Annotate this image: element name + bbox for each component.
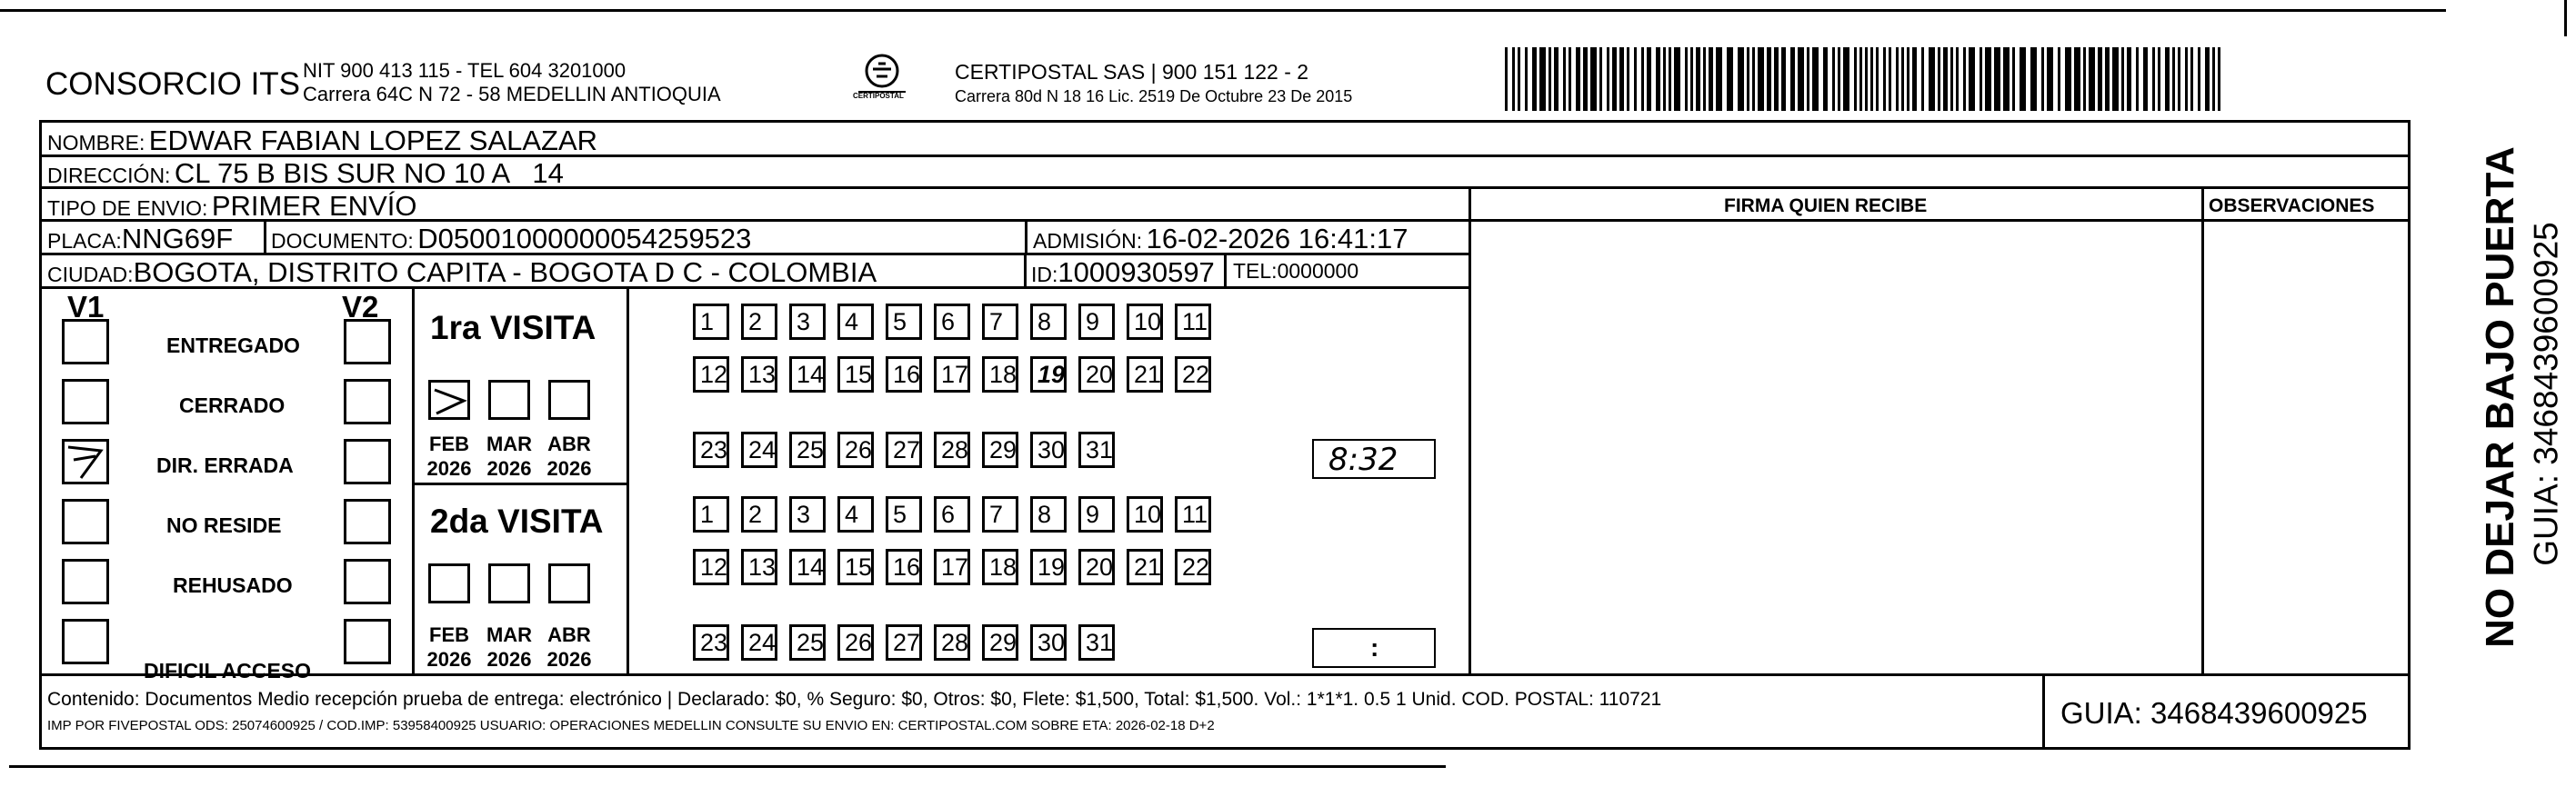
- day-box[interactable]: 19: [1030, 549, 1067, 585]
- day-box[interactable]: 13: [741, 549, 777, 585]
- barcode-bar: [1738, 47, 1744, 111]
- barcode-bar: [1889, 47, 1891, 111]
- tel-label: TEL:: [1233, 259, 1278, 283]
- placa-value: NNG69F: [121, 223, 234, 254]
- footer-guia: GUIA: 3468439600925: [2060, 696, 2368, 730]
- barcode-bar: [1912, 47, 1917, 111]
- second-time-separator: :: [1370, 633, 1379, 662]
- bottom-border: [9, 765, 1446, 768]
- id-label: ID:: [1031, 263, 1058, 286]
- barcode-bar: [2030, 47, 2037, 111]
- barcode-bar: [1812, 47, 1819, 111]
- barcode-bar: [1539, 47, 1546, 111]
- day-box[interactable]: 19: [1030, 356, 1067, 393]
- barcode-bar: [2136, 47, 2139, 111]
- side-panel: [2419, 145, 2565, 654]
- status-label: DIR. ERRADA: [156, 453, 294, 477]
- barcode-bar: [1929, 47, 1935, 111]
- day-box[interactable]: 8: [1030, 496, 1067, 533]
- barcode-bar: [2083, 47, 2086, 111]
- month-name: FEB: [429, 433, 469, 455]
- v2-checkbox[interactable]: [344, 439, 391, 484]
- main-form: [39, 120, 2411, 750]
- barcode-bar: [2218, 47, 2220, 111]
- barcode-bar: [1854, 47, 1857, 111]
- month-year: 2026: [486, 648, 532, 671]
- day-box[interactable]: 4: [837, 304, 874, 340]
- day-box[interactable]: 14: [789, 356, 826, 393]
- barcode: [1505, 47, 2223, 111]
- barcode-bar: [1901, 47, 1904, 111]
- first-time-box[interactable]: [1312, 439, 1436, 479]
- barcode-bar: [2178, 47, 2180, 111]
- day-box[interactable]: 7: [982, 304, 1018, 340]
- barcode-bar: [2047, 47, 2053, 111]
- barcode-bar: [1907, 47, 1909, 111]
- month-label: [482, 432, 536, 481]
- barcode-bar: [2020, 47, 2026, 111]
- documento-value: D05001000000054259523: [417, 223, 752, 254]
- barcode-bar: [1790, 47, 1795, 111]
- day-box[interactable]: 14: [789, 549, 826, 585]
- day-box[interactable]: 29: [982, 624, 1018, 661]
- barcode-bar: [1512, 47, 1515, 111]
- barcode-bar: [2190, 47, 2193, 111]
- v2-checkbox[interactable]: [344, 379, 391, 424]
- day-box[interactable]: 3: [789, 304, 826, 340]
- day-box[interactable]: 27: [886, 624, 922, 661]
- day-box[interactable]: 6: [934, 496, 970, 533]
- v2-checkbox[interactable]: [344, 559, 391, 604]
- ciudad-label: CIUDAD:: [47, 263, 134, 286]
- barcode-bar: [2105, 47, 2110, 111]
- first-visit-label: 1ra VISITA: [430, 309, 596, 346]
- day-box[interactable]: 24: [741, 432, 777, 468]
- barcode-bar: [2127, 47, 2131, 111]
- barcode-bar: [1505, 47, 1508, 111]
- day-box[interactable]: 18: [982, 549, 1018, 585]
- barcode-bar: [1921, 47, 1924, 111]
- second-visit-label: 2da VISITA: [430, 503, 604, 540]
- observaciones-label: OBSERVACIONES: [2209, 195, 2375, 216]
- day-box[interactable]: 27: [886, 432, 922, 468]
- day-box[interactable]: 7: [982, 496, 1018, 533]
- day-box[interactable]: 28: [934, 624, 970, 661]
- logo-text: CERTIPOSTAL: [853, 92, 904, 100]
- barcode-bar: [2205, 47, 2210, 111]
- barcode-bar: [1758, 47, 1764, 111]
- carrier-line-2: Carrera 80d N 18 16 Lic. 2519 De Octubre 23 De 2015: [955, 87, 1353, 105]
- day-box[interactable]: 11: [1175, 496, 1211, 533]
- barcode-bar: [1656, 47, 1660, 111]
- day-box[interactable]: 26: [837, 432, 874, 468]
- barcode-graphic: [1505, 47, 2223, 111]
- v2-label: V2: [342, 290, 379, 324]
- day-box[interactable]: 30: [1030, 432, 1067, 468]
- barcode-bar: [1634, 47, 1637, 111]
- barcode-bar: [1518, 47, 1520, 111]
- side-guia: GUIA: 3468439600925: [2527, 222, 2565, 566]
- v1-checkbox[interactable]: [62, 559, 109, 604]
- month-checkbox[interactable]: [488, 563, 530, 603]
- direccion-value: CL 75 B BIS SUR NO 10 A 14: [174, 157, 564, 189]
- day-box[interactable]: 24: [741, 624, 777, 661]
- barcode-bar: [1823, 47, 1828, 111]
- day-box[interactable]: 18: [982, 356, 1018, 393]
- barcode-bar: [1647, 47, 1651, 111]
- top-border: [0, 9, 2446, 12]
- barcode-bar: [1663, 47, 1666, 111]
- barcode-bar: [1994, 47, 2000, 111]
- barcode-bar: [2112, 47, 2119, 111]
- day-box[interactable]: 17: [934, 356, 970, 393]
- day-box[interactable]: 20: [1078, 549, 1115, 585]
- day-box[interactable]: 8: [1030, 304, 1067, 340]
- month-label: [482, 623, 536, 672]
- v1-checkbox[interactable]: [62, 379, 109, 424]
- day-box[interactable]: 21: [1127, 356, 1163, 393]
- documento-label: DOCUMENTO:: [271, 229, 414, 253]
- barcode-bar: [2158, 47, 2160, 111]
- barcode-bar: [1599, 47, 1602, 111]
- status-label: DIFICIL ACCESO: [144, 659, 312, 682]
- month-checkbox[interactable]: [548, 563, 590, 603]
- barcode-bar: [1747, 47, 1749, 111]
- month-year: 2026: [546, 457, 592, 480]
- second-time-box[interactable]: [1312, 628, 1436, 668]
- barcode-bar: [1807, 47, 1809, 111]
- month-name: ABR: [547, 623, 591, 646]
- day-box[interactable]: 30: [1030, 624, 1067, 661]
- barcode-bar: [1569, 47, 1571, 111]
- day-box[interactable]: 15: [837, 356, 874, 393]
- first-time-handwritten: 8:32: [1328, 442, 1398, 478]
- barcode-bar: [1554, 47, 1559, 111]
- admision-label: ADMISIÓN:: [1033, 229, 1143, 253]
- day-box[interactable]: 10: [1127, 496, 1163, 533]
- barcode-bar: [1832, 47, 1835, 111]
- v1-checkbox[interactable]: [62, 439, 109, 484]
- barcode-bar: [1690, 47, 1693, 111]
- barcode-bar: [1980, 47, 1982, 111]
- barcode-bar: [1843, 47, 1849, 111]
- footer-imp: IMP POR FIVEPOSTAL ODS: 25074600925 / COD.IMP: 53958400925 USUARIO: OPERACIONES MEDELLIN CONSULTE SU ENVIO EN: CERTIPOSTAL.COM SOBRE ETA: 2026-02-18 D+2: [47, 718, 1215, 733]
- footer-contenido: Contenido: Documentos Medio recepción prueba de entrega: electrónico | Declarado: $0, % Seguro: $0, Otros: $0, Flete: $1,500, Total: $1,500. Vol.: 1*1*1. 0.5 1 Unid. COD. POSTAL: 110721: [47, 689, 1662, 710]
- day-box[interactable]: 28: [934, 432, 970, 468]
- barcode-bar: [2185, 47, 2188, 111]
- id-value: 1000930597: [1057, 256, 1215, 288]
- barcode-bar: [1883, 47, 1886, 111]
- barcode-bar: [1716, 47, 1722, 111]
- barcode-bar: [1563, 47, 1566, 111]
- day-box[interactable]: 4: [837, 496, 874, 533]
- day-box[interactable]: 2: [741, 496, 777, 533]
- barcode-bar: [1727, 47, 1733, 111]
- check-mark-icon: [431, 383, 467, 417]
- day-box[interactable]: 25: [789, 432, 826, 468]
- carrier-line-1: CERTIPOSTAL SAS | 900 151 122 - 2: [955, 60, 1309, 84]
- company-line-1: NIT 900 413 115 - TEL 604 3201000: [303, 59, 626, 82]
- month-checkbox[interactable]: [428, 563, 470, 603]
- barcode-bar: [1956, 47, 1959, 111]
- firma-label: FIRMA QUIEN RECIBE: [1724, 195, 1928, 216]
- barcode-bar: [1767, 47, 1771, 111]
- v2-checkbox[interactable]: [344, 499, 391, 544]
- nombre-label: NOMBRE:: [47, 131, 145, 154]
- barcode-bar: [1669, 47, 1671, 111]
- day-box[interactable]: 11: [1175, 304, 1211, 340]
- month-checkbox[interactable]: [488, 380, 530, 420]
- barcode-bar: [1938, 47, 1940, 111]
- barcode-bar: [1969, 47, 1975, 111]
- month-name: MAR: [486, 433, 533, 455]
- company-name: CONSORCIO ITS: [45, 66, 301, 102]
- barcode-bar: [1876, 47, 1879, 111]
- day-box[interactable]: 31: [1078, 432, 1115, 468]
- status-label: NO RESIDE: [166, 513, 282, 537]
- barcode-bar: [1641, 47, 1644, 111]
- direccion-label: DIRECCIÓN:: [47, 164, 171, 187]
- barcode-bar: [1963, 47, 1966, 111]
- day-box[interactable]: 17: [934, 549, 970, 585]
- nombre-value: EDWAR FABIAN LOPEZ SALAZAR: [148, 125, 598, 156]
- month-label: [422, 432, 476, 481]
- day-box[interactable]: 16: [886, 549, 922, 585]
- day-box[interactable]: 26: [837, 624, 874, 661]
- day-box[interactable]: 12: [693, 549, 729, 585]
- day-box[interactable]: 25: [789, 624, 826, 661]
- month-year: 2026: [546, 648, 592, 671]
- barcode-bar: [1612, 47, 1617, 111]
- barcode-bar: [1685, 47, 1688, 111]
- barcode-bar: [2165, 47, 2170, 111]
- v1-label: V1: [67, 290, 105, 324]
- month-year: 2026: [426, 648, 472, 671]
- barcode-bar: [1859, 47, 1862, 111]
- day-box[interactable]: 9: [1078, 496, 1115, 533]
- barcode-bar: [2074, 47, 2080, 111]
- barcode-bar: [2143, 47, 2148, 111]
- v1-checkbox[interactable]: [62, 319, 109, 364]
- barcode-bar: [1752, 47, 1755, 111]
- day-box[interactable]: 12: [693, 356, 729, 393]
- day-box[interactable]: 16: [886, 356, 922, 393]
- month-name: FEB: [429, 623, 469, 646]
- right-border: [2564, 0, 2567, 36]
- month-label: [542, 623, 596, 672]
- barcode-bar: [2089, 47, 2095, 111]
- barcode-bar: [1870, 47, 1873, 111]
- day-box[interactable]: 22: [1175, 549, 1211, 585]
- barcode-bar: [1549, 47, 1551, 111]
- barcode-bar: [1576, 47, 1580, 111]
- day-box[interactable]: 5: [886, 304, 922, 340]
- barcode-bar: [2065, 47, 2071, 111]
- tel-value: 0000000: [1277, 259, 1359, 283]
- day-box[interactable]: 2: [741, 304, 777, 340]
- barcode-bar: [1525, 47, 1528, 111]
- month-checkbox[interactable]: [428, 380, 470, 420]
- day-box[interactable]: 15: [837, 549, 874, 585]
- day-box[interactable]: 29: [982, 432, 1018, 468]
- barcode-bar: [1774, 47, 1779, 111]
- v1-checkbox[interactable]: [62, 619, 109, 664]
- barcode-bar: [1709, 47, 1713, 111]
- tipo-label: TIPO DE ENVIO:: [47, 196, 208, 220]
- day-box[interactable]: 31: [1078, 624, 1115, 661]
- v2-checkbox[interactable]: [344, 619, 391, 664]
- status-label: REHUSADO: [173, 573, 293, 597]
- barcode-bar: [1607, 47, 1609, 111]
- day-box[interactable]: 23: [693, 432, 729, 468]
- barcode-bar: [1798, 47, 1804, 111]
- month-label: [542, 432, 596, 481]
- day-box[interactable]: 20: [1078, 356, 1115, 393]
- status-label: CERRADO: [179, 394, 286, 417]
- barcode-bar: [2098, 47, 2102, 111]
- month-year: 2026: [426, 457, 472, 480]
- admision-value: 16-02-2026 16:41:17: [1146, 223, 1408, 254]
- barcode-bar: [1627, 47, 1629, 111]
- day-box[interactable]: 5: [886, 496, 922, 533]
- barcode-bar: [1985, 47, 1991, 111]
- barcode-bar: [1590, 47, 1597, 111]
- day-box[interactable]: 3: [789, 496, 826, 533]
- barcode-bar: [1532, 47, 1537, 111]
- barcode-bar: [1943, 47, 1948, 111]
- month-name: ABR: [547, 433, 591, 455]
- day-box[interactable]: 9: [1078, 304, 1115, 340]
- barcode-bar: [1950, 47, 1953, 111]
- barcode-bar: [1583, 47, 1588, 111]
- day-box[interactable]: 10: [1127, 304, 1163, 340]
- barcode-bar: [2172, 47, 2175, 111]
- company-line-2: Carrera 64C N 72 - 58 MEDELLIN ANTIOQUIA: [303, 83, 721, 105]
- month-name: MAR: [486, 623, 533, 646]
- barcode-bar: [2152, 47, 2155, 111]
- barcode-bar: [1696, 47, 1700, 111]
- day-box[interactable]: 1: [693, 304, 729, 340]
- ciudad-value: BOGOTA, DISTRITO CAPITA - BOGOTA D C - COLOMBIA: [133, 256, 877, 288]
- barcode-bar: [1674, 47, 1680, 111]
- side-title: NO DEJAR BAJO PUERTA: [2478, 146, 2522, 648]
- barcode-bar: [2121, 47, 2124, 111]
- barcode-bar: [1865, 47, 1868, 111]
- day-box[interactable]: 13: [741, 356, 777, 393]
- day-box[interactable]: 23: [693, 624, 729, 661]
- v2-checkbox[interactable]: [344, 319, 391, 364]
- month-label: [422, 623, 476, 672]
- tipo-value: PRIMER ENVÍO: [211, 190, 417, 222]
- month-checkbox[interactable]: [548, 380, 590, 420]
- check-mark-icon: [65, 442, 106, 482]
- barcode-bar: [1619, 47, 1624, 111]
- month-year: 2026: [486, 457, 532, 480]
- barcode-bar: [1838, 47, 1840, 111]
- day-box[interactable]: 21: [1127, 549, 1163, 585]
- day-box[interactable]: 6: [934, 304, 970, 340]
- day-box[interactable]: 22: [1175, 356, 1211, 393]
- barcode-bar: [2041, 47, 2044, 111]
- barcode-bar: [2012, 47, 2015, 111]
- barcode-bar: [1896, 47, 1899, 111]
- placa-label: PLACA:: [47, 229, 122, 253]
- barcode-bar: [2003, 47, 2010, 111]
- barcode-bar: [1781, 47, 1786, 111]
- barcode-bar: [1703, 47, 1706, 111]
- barcode-bar: [2198, 47, 2200, 111]
- day-box[interactable]: 1: [693, 496, 729, 533]
- status-label: ENTREGADO: [166, 334, 300, 357]
- barcode-bar: [2058, 47, 2060, 111]
- barcode-bar: [2212, 47, 2215, 111]
- v1-checkbox[interactable]: [62, 499, 109, 544]
